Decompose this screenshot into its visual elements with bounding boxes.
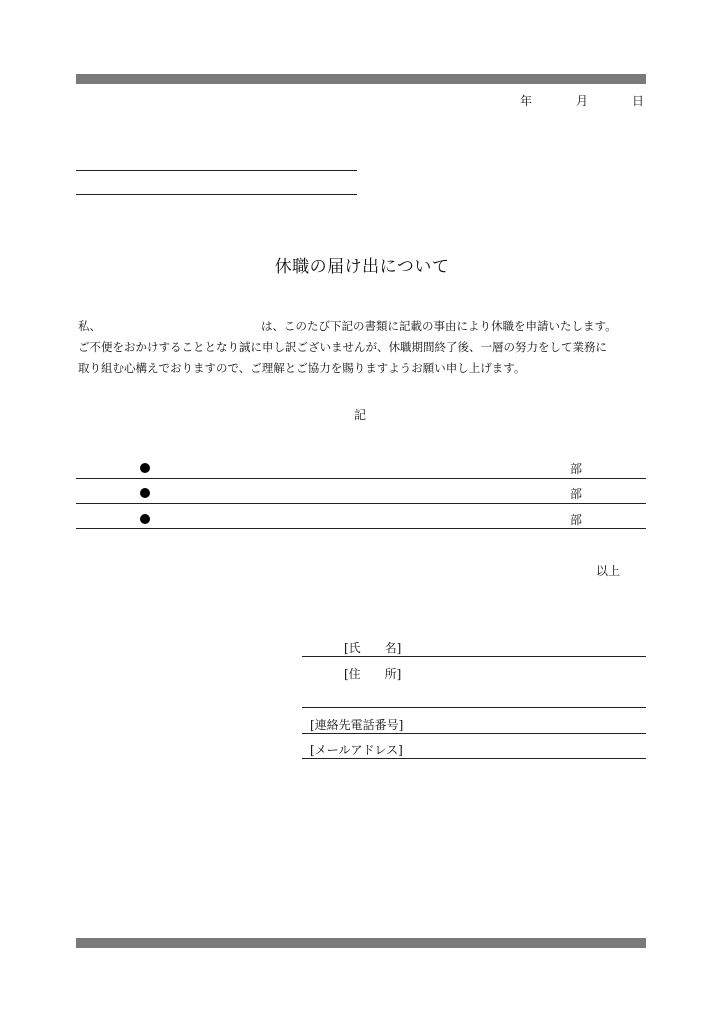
body-line-2: ご不便をおかけすることとなり誠に申し訳ございませんが、休職期間終了後、一層の努力をして業務に	[78, 340, 607, 354]
body-line-1-suffix: は、このたび下記の書類に記載の事由により休職を申請いたします。	[261, 319, 617, 333]
phone-underline	[302, 733, 646, 734]
body-line-1	[78, 316, 650, 337]
date-day: 日	[631, 94, 644, 108]
body-line-1-prefix: 私、	[78, 319, 101, 333]
date-year: 年	[520, 94, 533, 108]
top-border-bar	[76, 74, 646, 84]
date-month: 月	[575, 94, 588, 108]
recipient-line-1	[76, 170, 357, 171]
bottom-border-bar	[76, 938, 646, 948]
email-label: [メールアドレス]	[310, 743, 403, 757]
date-line	[520, 92, 644, 109]
name-underline	[302, 656, 646, 657]
list-divider-1	[76, 478, 646, 479]
document-unit: 部	[570, 513, 583, 527]
bullet-icon	[140, 514, 150, 524]
list-divider-2	[76, 503, 646, 504]
document-row-1	[76, 460, 646, 484]
bullet-icon	[140, 488, 150, 498]
recipient-line-2	[76, 194, 357, 195]
bullet-icon	[140, 463, 150, 473]
document-row-2	[76, 485, 646, 509]
phone-label: [連絡先電話番号]	[310, 718, 404, 732]
email-underline	[302, 758, 646, 759]
body-line-3: 取り組む心構えでおりますので、ご理解とご協力を賜りますようお願い申し上げます。	[78, 361, 526, 375]
document-title: 休職の届け出について	[274, 257, 450, 277]
ki-heading: 記	[354, 408, 367, 422]
name-label: [氏 名]	[344, 641, 402, 655]
address-underline	[302, 707, 646, 708]
body-paragraph	[78, 316, 650, 379]
closing-text: 以上	[596, 564, 621, 578]
document-unit: 部	[570, 462, 583, 476]
document-row-3	[76, 511, 646, 535]
address-label: [住 所]	[344, 667, 402, 681]
list-divider-3	[76, 528, 646, 529]
document-unit: 部	[570, 487, 583, 501]
